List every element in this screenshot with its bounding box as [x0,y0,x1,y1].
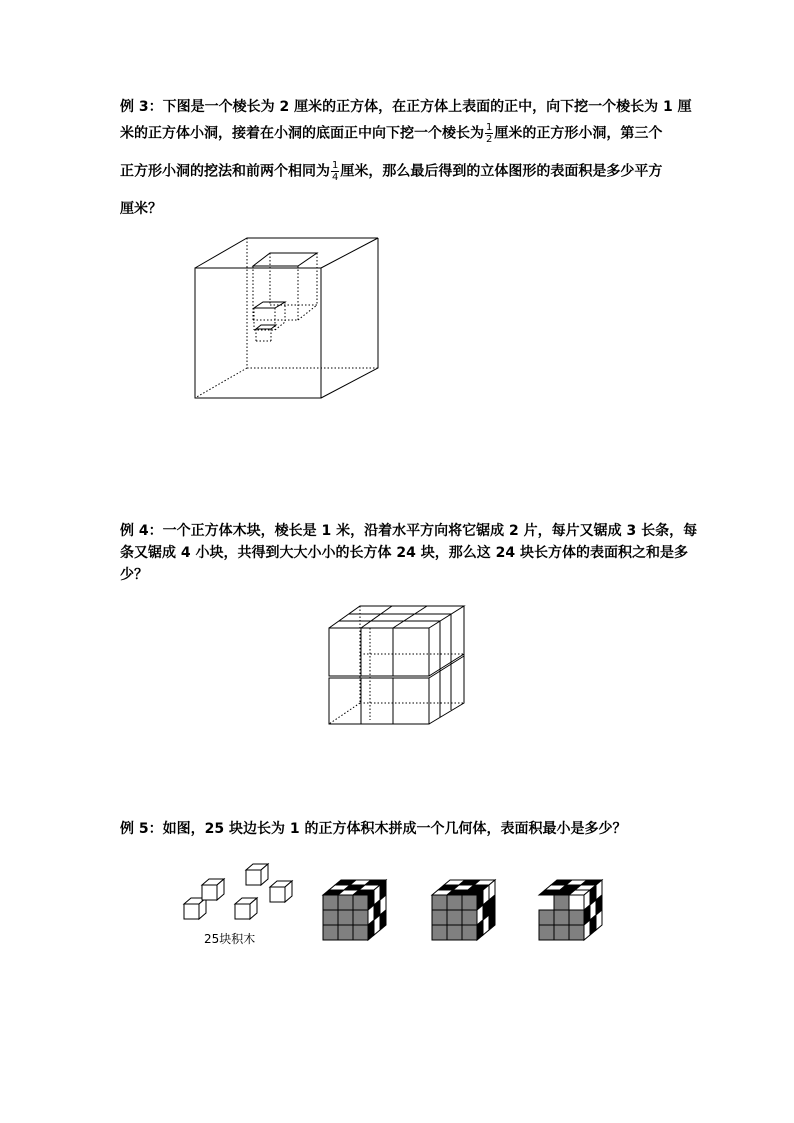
top-face-outline [329,606,464,628]
front-face-cell [338,895,353,910]
front-face-cell [353,925,368,940]
top-face-cell [474,880,495,885]
side-face-cell [584,890,590,910]
front-face-cell [539,910,554,925]
front-face-cell [323,910,338,925]
top-face-cell [569,890,590,895]
fraction-one-half [485,122,493,145]
cube-hidden-edges [195,238,378,398]
top-face-cell [447,890,468,895]
example-3-line-1 [120,96,692,116]
example-4-line-1 [120,520,697,540]
side-face-cell [477,920,483,940]
blocks-caption: 25块积木 [204,932,256,946]
top-face-cell [350,880,371,885]
side-face-cell [489,910,495,930]
front-face-cell [447,910,462,925]
side-face-cell [374,900,380,920]
fraction-numerator: 1 [332,160,339,171]
side-face-cell [477,905,483,925]
top-face-cell [444,880,465,885]
side-face-cell [590,915,596,935]
example-5-line-1 [120,818,626,838]
example-3-text [120,92,692,222]
front-face-cell [353,910,368,925]
top-face-cell [329,885,350,890]
hole-1-opening [253,253,317,266]
fraction-denominator: 2 [486,134,493,145]
front-face-cell [447,925,462,940]
block-cube-side [217,879,224,900]
front-face-cell [462,925,477,940]
top-face-cell [323,890,344,895]
hidden-edges [329,606,464,724]
hole-3-opening [256,325,276,329]
block-cube-top [270,881,292,887]
side-face-cell [489,895,495,915]
example-4-line-2 [120,542,688,562]
front-face-cell [569,925,584,940]
example-4-line-1-text: 一个正方体木块，棱长是 1 米，沿着水平方向将它锯成 2 片，每片又锯成 3 长条，每 [162,523,698,539]
block-cube-top [184,898,206,904]
front-face-cell [323,895,338,910]
example-4-label: 例 4： [120,523,163,539]
side-face-cell [596,895,602,915]
front-face-cell [432,910,447,925]
front-block [361,678,393,724]
example-4-line-3-text: 少？ [120,567,148,583]
top-face-cell [365,880,386,885]
top-face-cell [575,885,596,890]
front-block [361,628,393,676]
example-3-line-1-text: 下图是一个棱长为 2 厘米的正方体，在正方体上表面的正中，向下挖一个棱长为 1 厘 [162,99,692,115]
top-face-cell [545,885,566,890]
top-face-cell [468,885,489,890]
front-face-cell [539,925,554,940]
top-face-cell [566,880,587,885]
block-cube-top [235,898,257,904]
right-face-outline [429,606,464,724]
example-3-line-4-text: 厘米？ [120,201,162,217]
side-face-cell [596,910,602,930]
example-4-text [120,520,698,590]
front-face-cell [323,925,338,940]
hole-1-walls [253,253,317,320]
block-cube-front [246,870,261,885]
front-block [393,678,429,724]
side-face-cell [374,885,380,905]
front-face-cell [338,910,353,925]
top-face-cell [335,880,356,885]
block-cube-side [285,881,292,902]
top-face-cell [432,890,453,895]
side-face-cell [590,885,596,905]
side-face-cell [590,900,596,920]
front-face-cell [554,910,569,925]
side-face-cell [483,885,489,905]
top-face-cell [438,885,459,890]
front-face-cell [338,925,353,940]
top-face-cell [459,880,480,885]
example-3-line-2 [120,122,662,145]
block-cube-front [235,904,250,919]
front-face-cell [447,895,462,910]
side-face-cell [483,915,489,935]
fraction-one-quarter [331,160,339,183]
top-face-cell [539,890,560,895]
top-face-cell [338,890,359,895]
front-face-cell [462,895,477,910]
example-5-label: 例 5： [120,821,163,837]
front-face-cell [569,910,584,925]
front-face-cell [554,895,569,910]
block-cube-front [184,904,199,919]
side-face-cell [374,915,380,935]
front-face-cell [432,925,447,940]
side-face-cell [380,910,386,930]
block-cube-front [202,885,217,900]
side-face-cell [584,920,590,940]
side-face-cell [368,890,374,910]
side-face-cell [596,880,602,900]
side-face-cell [489,880,495,900]
example-5-line-1-text: 如图，25 块边长为 1 的正方体积木拼成一个几何体，表面积最小是多少？ [162,821,627,837]
cube-front-face [195,268,321,398]
example-3-label: 例 3： [120,99,163,115]
front-face-cell [353,895,368,910]
front-block [393,628,429,676]
front-block [329,678,361,724]
example-3-line-3 [120,160,662,183]
example-5-text [120,818,676,840]
top-face-cell [453,885,474,890]
example-4-line-3 [120,564,148,584]
hole-2-opening [254,302,285,308]
fraction-denominator: 4 [332,172,339,183]
block-cube-side [261,864,268,885]
example-3-line-4 [120,198,162,218]
side-face-cell [477,890,483,910]
block-cube-front [270,887,285,902]
front-block [329,628,361,676]
hole-2-walls [254,302,285,330]
front-face-cell [432,895,447,910]
top-face-cell [359,885,380,890]
cube-top-edges [195,238,378,268]
top-face-cell [462,890,483,895]
front-face-cell [462,910,477,925]
block-cube-top [202,879,224,885]
top-face-cell [551,880,572,885]
front-face-cell [554,925,569,940]
top-face-cell [554,890,575,895]
example-3-line-2a: 米的正方体小洞，接着在小洞的底面正中向下挖一个棱长为 [120,125,484,142]
hole-3-walls [256,329,271,341]
example-3-line-2b: 厘米的正方形小洞，第三个 [494,125,663,142]
block-cube-top [246,864,268,870]
side-face-cell [584,905,590,925]
example-4-line-2-text: 条又锯成 4 小块，共得到大大小小的长方体 24 块，那么这 24 块长方体的表面积之和是多 [120,545,688,561]
cube-right-edges [321,238,378,398]
example-3-line-3a: 正方形小洞的挖法和前两个相同为 [120,163,330,180]
top-face-cell [344,885,365,890]
side-face-cell [380,895,386,915]
block-cube-side [250,898,257,919]
side-face-cell [368,920,374,940]
side-face-cell [380,880,386,900]
side-face-cell [368,905,374,925]
side-face-cell [483,900,489,920]
fraction-numerator: 1 [486,122,493,133]
top-face-cell [353,890,374,895]
example-3-line-3b: 厘米，那么最后得到的立体图形的表面积是多少平方 [340,163,663,180]
top-face-cell [560,885,581,890]
block-cube-side [199,898,206,919]
top-face-cell [581,880,602,885]
